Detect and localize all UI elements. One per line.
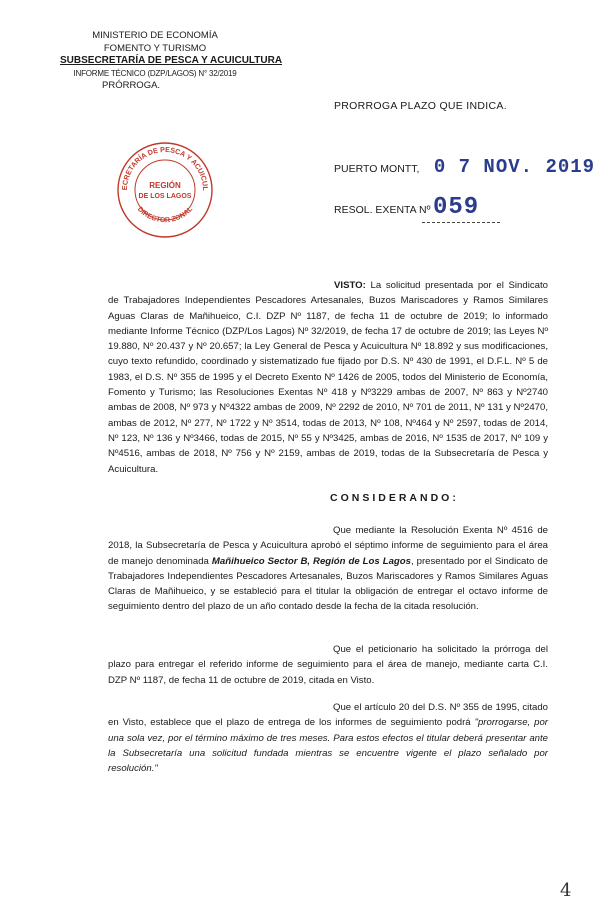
- considerando-paragraph-3: [108, 700, 548, 776]
- date-stamp: 0 7 NOV. 2019: [433, 156, 596, 178]
- letterhead: [60, 30, 283, 93]
- ministry-subname: FOMENTO Y TURISMO: [103, 42, 207, 54]
- visto-paragraph: [108, 278, 548, 477]
- stamp-inner-line1: REGIÓN: [149, 181, 181, 190]
- date-line: [334, 156, 595, 178]
- resolution-underline: [422, 222, 500, 223]
- resolution-line: [334, 194, 480, 221]
- area-name: Mañihueico Sector B, Región de Los Lagos: [211, 555, 411, 567]
- considerando-p1-text-a: Que mediante la Resolución Exenta Nº 4516 de 2018, la Subsecretaría de Pesca y Acuicultura aprobó el séptimo informe de seguimiento para el área de manejo denominada: [108, 525, 548, 567]
- svg-text:DIRECTOR ZONAL: [136, 205, 195, 224]
- considerando-p2-text: Que el peticionario ha solicitado la prórroga del plazo para entregar el referido informe de seguimiento para el área de manejo, mediante carta C.I. DZP Nº 1187, de fecha 11 de octubre de 2019, citada en Visto.: [108, 644, 548, 686]
- legal-quote: "prorrogarse, por una sola vez, por el término máximo de tres meses. Para estos efectos el titular deberá presentar ante la Subsecretaría una solicitud fundada mientras se encuentre vigente el plazo señalado por resolución.": [108, 717, 548, 775]
- official-stamp: [115, 140, 215, 240]
- stamp-outer-text: ECRETARÍA DE PESCA Y ACUICUL: [119, 144, 211, 191]
- informe-tecnico-ref: INFORME TÉCNICO (DZP/LAGOS) N° 32/2019: [73, 68, 237, 78]
- page-initial: 4: [560, 880, 572, 901]
- considerando-paragraph-1: [108, 523, 548, 615]
- stamp-bottom-text: DIRECTOR ZONAL: [135, 205, 195, 225]
- document-subject: PRORROGA PLAZO QUE INDICA.: [334, 100, 507, 112]
- resolution-label: RESOL. EXENTA Nº: [334, 204, 431, 216]
- visto-text: La solicitud presentada por el Sindicato de Trabajadores Independientes Pescadores Artesanales, Buzos Mariscadores y Ramos Similares Aguas Claras de Mañihueico, C.I. DZP Nº 1187, de fecha 11 de octubre de 2019; lo informado mediante Informe Técnico (DZP/Los Lagos) Nº 32/2019, de fecha 17 de octubre de 2019; las Leyes Nº 19.880, Nº 20.437 y Nº 20.657; la Ley General de Pesca y Acuicultura Nº 18.892 y sus modificaciones, cuyo texto refundido, coordinado y sistematizado fue fijado por D.S. Nº 430 de 1991, el D.F.L. Nº 5 de 1983, el D.S. Nº 355 de 1995 y el Decreto Exento Nº 1426 de 2005, todos del Ministerio de Economía, Fomento y Turismo; las Resoluciones Exentas Nº 418 y Nº3229 ambas de 2007, Nº 863 y Nº2740 ambas de 2008, Nº 973 y Nº4322 ambas de 2009, Nº 2292 de 2010, Nº 701 de 2011, Nº 131 y Nº2470, ambas de 2012, Nº 277, Nº 1722 y Nº 3514, todas de 2013, Nº 108, Nº464 y Nº 2597, todas de 2014, Nº 123, Nº 136 y Nº3466, todas de 2015, Nº 55 y Nº3425, ambas de 2016, Nº 1535 de 2017, Nº 109 y Nº4516, ambas de 2018, Nº 756 y Nº 2159, ambas de 2019, todas de la Subsecretaría de Pesca y Acuicultura.: [108, 280, 548, 475]
- resolution-number: 059: [433, 194, 480, 221]
- visto-label: VISTO:: [334, 280, 366, 291]
- considerando-p3-text: Que el artículo 20 del D.S. Nº 355 de 1995, citado en Visto, establece que el plazo de entrega de los informes de seguimiento podrá: [108, 702, 548, 729]
- considerando-p1-text-b: , presentado por el Sindicato de Trabajadores Independientes Pescadores Artesanales, Buzos Mariscadores y Ramos Similares Aguas Claras de Mañihueico, y se estableció para el titular la obligación de entregar el octavo informe de seguimiento dentro del plazo de un año contado desde la fecha de la citada resolución.: [108, 555, 548, 613]
- considerando-paragraph-2: [108, 642, 548, 688]
- date-label: PUERTO MONTT,: [334, 163, 420, 175]
- subsecretaria-name: SUBSECRETARÍA DE PESCA Y ACUICULTURA: [60, 55, 283, 66]
- considerando-heading: CONSIDERANDO:: [330, 492, 459, 504]
- stamp-inner-line2: DE LOS LAGOS: [138, 193, 192, 200]
- prorroga-label: PRÓRROGA.: [102, 80, 161, 91]
- ministry-name: MINISTERIO DE ECONOMÍA: [92, 30, 218, 41]
- stamp-seal-icon: [115, 140, 215, 240]
